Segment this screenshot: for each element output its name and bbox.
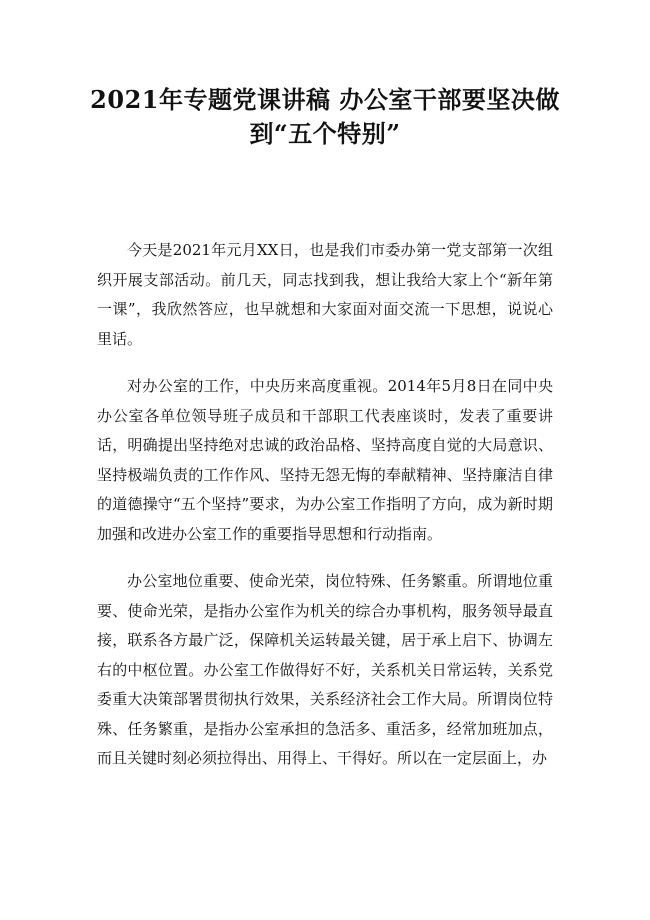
paragraph-2: 对办公室的工作，中央历来高度重视。2014年5月8日在同中央办公室各单位领导班子成员和干部职工代表座谈时，发表了重要讲话，明确提出坚持绝对忠诚的政治品格、坚持高度自觉的大局意识、坚持极端负责的工作作风、坚持无怨无悔的奉献精神、坚持廉洁自律的道德操守“五个坚持”要求，为办公室工作指明了方向，成为新时期加强和改进办公室工作的重要指导思想和行动指南。 [97,377,553,543]
document-title-line-1: 2021年专题党课讲稿 办公室干部要坚决做 [90,85,560,114]
paragraph-3: 办公室地位重要、使命光荣，岗位特殊、任务繁重。所谓地位重要、使命光荣，是指办公室作为机关的综合办事机构，服务领导最直接，联系各方最广泛，保障机关运转最关键，居于承上启下、协调左右的中枢位置。办公室工作做得好不好，关系机关日常运转，关系党委重大决策部署贯彻执行效果，关系经济社会工作大局。所谓岗位特殊、任务繁重，是指办公室承担的急活多、重活多，经常加班加点，而且关键时刻必须拉得出、用得上、干得好。所以在一定层面上，办 [97,572,553,767]
document-body [97,236,553,792]
document-title-line-2: 到“五个特别” [249,119,401,148]
paragraph-1: 今天是2021年元月XX日，也是我们市委办第一党支部第一次组织开展支部活动。前几天，同志找到我，想让我给大家上个“新年第一课”，我欣然答应，也早就想和大家面对面交流一下思想，说说心里话。 [97,241,553,348]
